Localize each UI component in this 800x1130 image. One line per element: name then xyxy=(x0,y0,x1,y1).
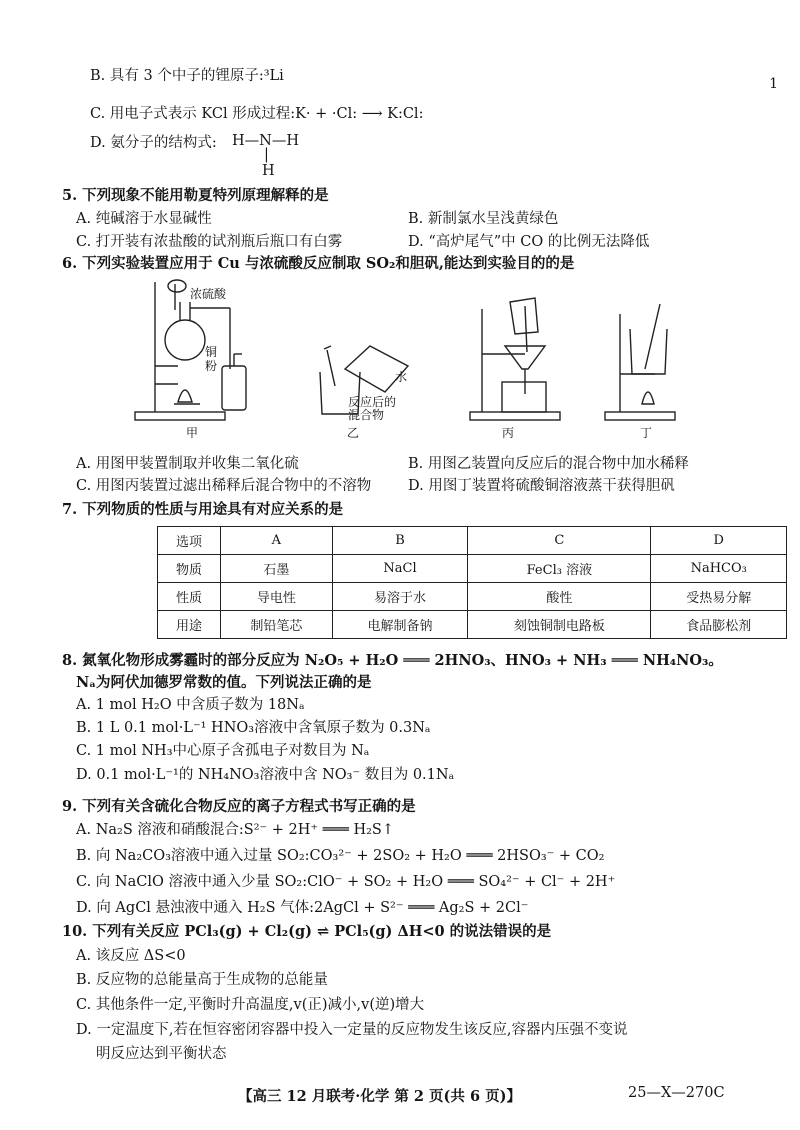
q6-option-c: C. 用图丙装置过滤出稀释后混合物中的不溶物 xyxy=(76,478,372,494)
fig-ding-apparatus xyxy=(605,304,675,420)
q10-option-c: C. 其他条件一定,平衡时升高温度,v(正)减小,v(逆)增大 xyxy=(76,997,425,1013)
table-cell: 选项 xyxy=(158,527,221,555)
table-cell: A xyxy=(221,527,333,555)
fig-bing-apparatus xyxy=(470,298,560,420)
table-cell: 石墨 xyxy=(221,555,333,583)
q5-option-b: B. 新制氯水呈浅黄绿色 xyxy=(408,211,559,227)
q10-option-a: A. 该反应 ΔS<0 xyxy=(76,948,186,964)
q9-option-d: D. 向 AgCl 悬浊液中通入 H₂S 气体:2AgCl + S²⁻ ═══ Ag₂S + 2Cl⁻ xyxy=(76,900,529,916)
label-conc-sulfuric-acid: 浓硫酸 xyxy=(190,287,227,301)
table-row xyxy=(158,611,787,639)
table-cell: 导电性 xyxy=(221,583,333,611)
q10-option-b: B. 反应物的总能量高于生成物的总能量 xyxy=(76,972,328,988)
label-copper-powder: 铜粉 xyxy=(205,345,218,373)
table-cell: 电解制备钠 xyxy=(332,611,468,639)
q8-option-c: C. 1 mol NH₃中心原子含孤电子对数目为 Nₐ xyxy=(76,743,370,759)
q6-option-a: A. 用图甲装置制取并收集二氧化硫 xyxy=(76,456,299,472)
footer-exam-title: 【高三 12 月联考·化学 第 2 页(共 6 页)】 xyxy=(238,1088,521,1105)
q4-option-d: D. 氨分子的结构式: xyxy=(90,135,217,151)
page-side-number: 1 xyxy=(769,76,778,92)
ammonia-structure-top: H—N—H xyxy=(232,133,299,149)
table-cell: B xyxy=(332,527,468,555)
q6-option-d: D. 用图丁装置将硫酸铜溶液蒸干获得胆矾 xyxy=(408,478,675,494)
q10-option-d-line2: 明反应达到平衡状态 xyxy=(96,1046,227,1062)
label-water: 水 xyxy=(395,370,408,384)
q8-option-d: D. 0.1 mol·L⁻¹的 NH₄NO₃溶液中含 NO₃⁻ 数目为 0.1Nₐ xyxy=(76,767,455,783)
q9-option-c: C. 向 NaClO 溶液中通入少量 SO₂:ClO⁻ + SO₂ + H₂O ═══ SO₄²⁻ + Cl⁻ + 2H⁺ xyxy=(76,874,616,890)
label-fig-bing: 丙 xyxy=(502,426,515,440)
q5-option-a: A. 纯碱溶于水显碱性 xyxy=(76,211,212,227)
table-cell: 受热易分解 xyxy=(651,583,787,611)
q5-stem: 5. 下列现象不能用勒夏特列原理解释的是 xyxy=(62,187,329,204)
table-cell: C xyxy=(468,527,651,555)
q10-option-d-line1: D. 一定温度下,若在恒容密闭容器中投入一定量的反应物发生该反应,容器内压强不变说 xyxy=(76,1022,628,1038)
table-row xyxy=(158,583,787,611)
q4-option-b: B. 具有 3 个中子的锂原子:³Li xyxy=(90,68,284,84)
ammonia-structure-bottom: H xyxy=(262,163,275,179)
table-cell: 食品膨松剂 xyxy=(651,611,787,639)
footer-paper-code: 25—X—270C xyxy=(628,1085,725,1101)
table-cell: 酸性 xyxy=(468,583,651,611)
q4-option-c: C. 用电子式表示 KCl 形成过程:K· + ·Cl: ⟶ K:Cl: xyxy=(90,106,424,122)
q8-option-a: A. 1 mol H₂O 中含质子数为 18Nₐ xyxy=(76,697,305,713)
q9-option-b: B. 向 Na₂CO₃溶液中通入过量 SO₂:CO₃²⁻ + 2SO₂ + H₂O ═══ 2HSO₃⁻ + CO₂ xyxy=(76,848,605,864)
q8-option-b: B. 1 L 0.1 mol·L⁻¹ HNO₃溶液中含氧原子数为 0.3Nₐ xyxy=(76,720,431,736)
q8-stem-line2: Nₐ为阿伏加德罗常数的值。下列说法正确的是 xyxy=(76,674,372,691)
label-fig-jia: 甲 xyxy=(186,426,199,440)
label-reaction-mixture: 反应后的混合物 xyxy=(348,395,397,422)
table-cell: FeCl₃ 溶液 xyxy=(468,555,651,583)
table-cell: 性质 xyxy=(158,583,221,611)
table-cell: 易溶于水 xyxy=(332,583,468,611)
q7-stem: 7. 下列物质的性质与用途具有对应关系的是 xyxy=(62,501,344,518)
q6-stem: 6. 下列实验装置应用于 Cu 与浓硫酸反应制取 SO₂和胆矾,能达到实验目的的是 xyxy=(62,255,575,272)
q9-option-a: A. Na₂S 溶液和硝酸混合:S²⁻ + 2H⁺ ═══ H₂S↑ xyxy=(76,822,395,838)
q9-stem: 9. 下列有关含硫化合物反应的离子方程式书写正确的是 xyxy=(62,798,416,815)
q5-option-d: D. “高炉尾气”中 CO 的比例无法降低 xyxy=(408,234,650,250)
table-cell: NaHCO₃ xyxy=(651,555,787,583)
table-cell: 用途 xyxy=(158,611,221,639)
table-cell: NaCl xyxy=(332,555,468,583)
ammonia-structure-bond: | xyxy=(264,147,269,163)
table-cell: 刻蚀铜制电路板 xyxy=(468,611,651,639)
label-fig-ding: 丁 xyxy=(640,426,653,440)
q5-option-c: C. 打开装有浓盐酸的试剂瓶后瓶口有白雾 xyxy=(76,234,343,250)
table-cell: 物质 xyxy=(158,555,221,583)
table-cell: 制铅笔芯 xyxy=(221,611,333,639)
table-cell: D xyxy=(651,527,787,555)
q6-option-b: B. 用图乙装置向反应后的混合物中加水稀释 xyxy=(408,456,689,472)
q8-stem-line1: 8. 氮氧化物形成雾霾时的部分反应为 N₂O₅ + H₂O ═══ 2HNO₃、HNO₃ + NH₃ ═══ NH₄NO₃。 xyxy=(62,652,723,669)
table-row xyxy=(158,555,787,583)
table-header-row xyxy=(158,527,787,555)
label-fig-yi: 乙 xyxy=(347,426,360,440)
q10-stem: 10. 下列有关反应 PCl₃(g) + Cl₂(g) ⇌ PCl₅(g) ΔH<0 的说法错误的是 xyxy=(62,923,552,940)
q7-property-table xyxy=(157,526,787,639)
